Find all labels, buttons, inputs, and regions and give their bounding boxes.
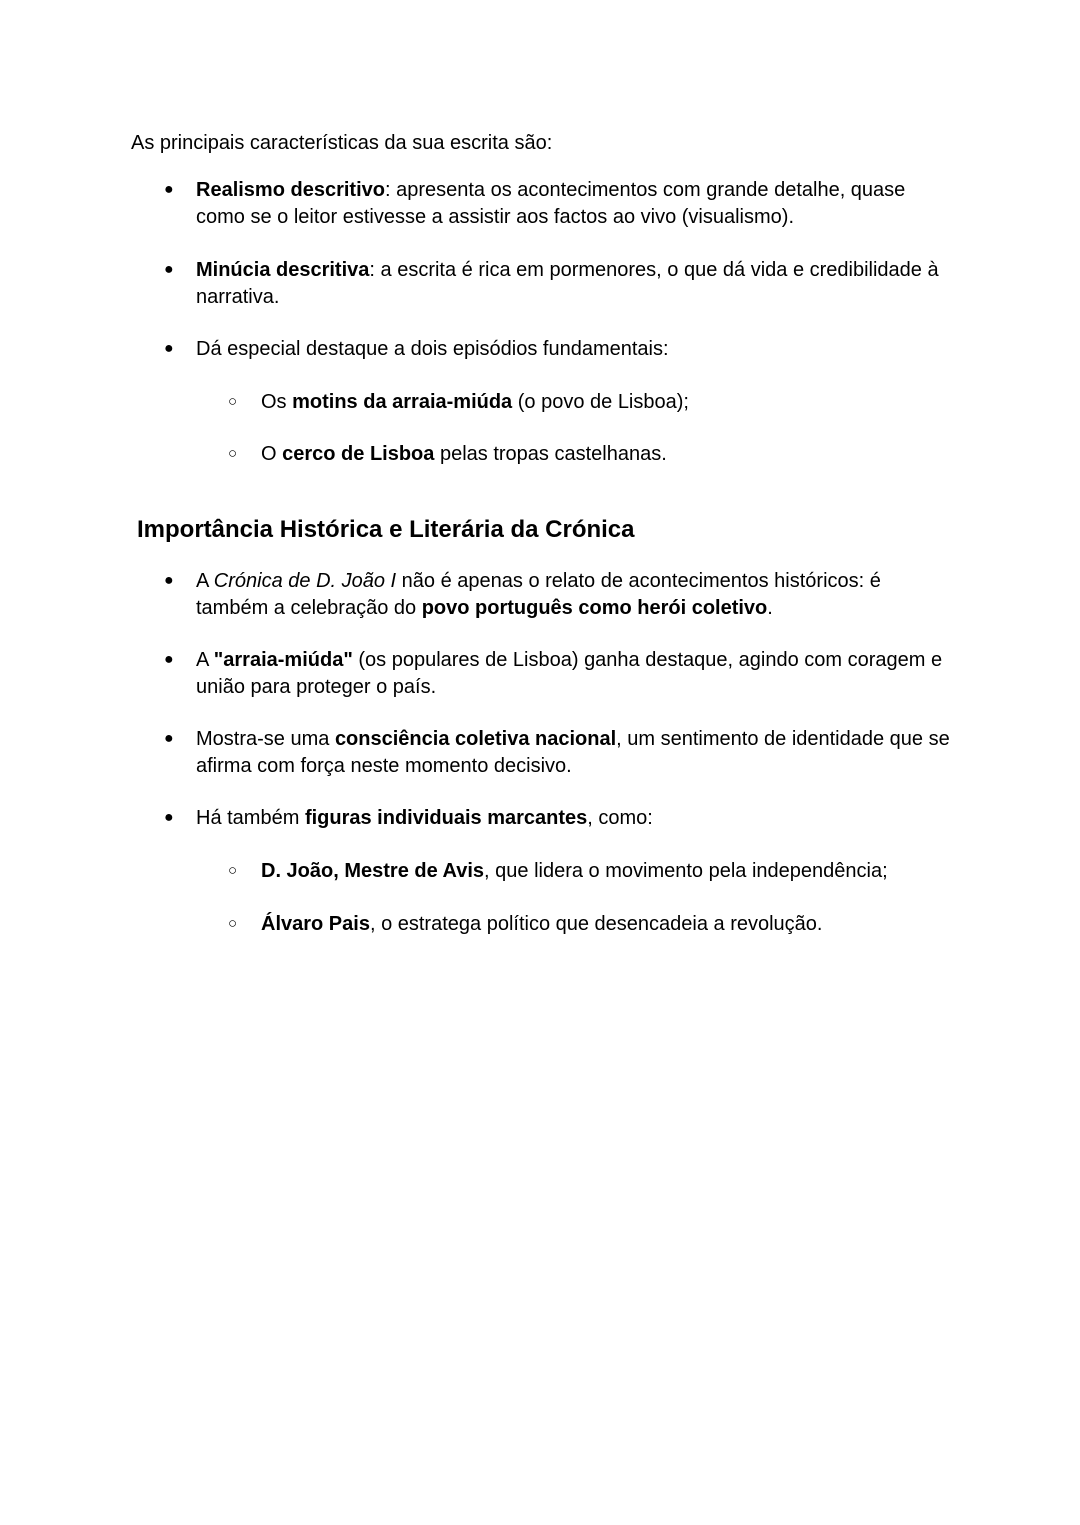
bullet-hollow-icon: ○	[228, 862, 238, 879]
sublist-item-alvaro	[261, 911, 1021, 938]
list-item-consciencia	[196, 726, 956, 779]
bullet-filled-icon: ●	[164, 572, 174, 589]
section-heading: Importância Histórica e Literária da Crónica	[137, 516, 635, 543]
item-text: , um sentimento de identidade que se afirma com força neste momento decisivo.	[196, 728, 950, 777]
item-text: Mostra-se uma	[196, 728, 335, 750]
item-text: .	[767, 596, 773, 619]
item-text: pelas tropas castelhanas.	[434, 443, 667, 465]
item-text: , o estratega político que desencadeia a revolução.	[369, 913, 823, 935]
item-text: A	[196, 570, 214, 592]
item-text: (o povo de Lisboa);	[512, 391, 689, 413]
bullet-hollow-icon: ○	[228, 445, 238, 462]
bullet-filled-icon: ●	[164, 809, 174, 826]
bullet-filled-icon: ●	[164, 730, 174, 747]
sublist-item-joao	[261, 858, 1021, 885]
list-item-destaque	[196, 336, 956, 363]
intro-paragraph: As principais características da sua escrita são:	[131, 132, 553, 154]
item-bold: figuras individuais marcantes	[304, 807, 588, 829]
item-text: (os populares de Lisboa) ganha destaque, agindo com coragem e união para proteger o país.	[196, 649, 943, 698]
bullet-filled-icon: ●	[164, 261, 174, 278]
list-item-arraia	[196, 647, 956, 700]
bullet-filled-icon: ●	[164, 651, 174, 668]
item-bold: "arraia-miúda"	[213, 649, 353, 671]
bullet-filled-icon: ●	[164, 340, 174, 357]
list-item-minucia	[196, 257, 956, 310]
bullet-hollow-icon: ○	[228, 393, 238, 410]
item-bold: povo português como herói coletivo	[421, 596, 768, 619]
list-item-realismo	[196, 177, 956, 230]
sublist-item-motins	[261, 389, 1021, 416]
item-bold: D. João, Mestre de Avis	[261, 860, 485, 882]
item-text: Há também	[196, 807, 305, 829]
item-text: : a escrita é rica em pormenores, o que dá vida e credibilidade à narrativa.	[196, 259, 939, 308]
list-item-figuras	[196, 805, 956, 832]
item-text: : apresenta os acontecimentos com grande detalhe, quase como se o leitor estivesse a assistir aos factos ao vivo (visualismo).	[196, 179, 906, 228]
item-bold: motins da arraia-miúda	[292, 391, 513, 413]
item-text: , que lidera o movimento pela independência;	[484, 860, 888, 882]
item-text: não é apenas o relato de acontecimentos históricos: é também a celebração do	[196, 570, 881, 619]
item-bold: Realismo descritivo	[196, 179, 385, 201]
bullet-hollow-icon: ○	[228, 915, 238, 932]
item-text: O	[261, 443, 283, 465]
item-italic: Crónica de D. João I	[213, 570, 397, 592]
item-text: Os	[261, 391, 293, 413]
list-item-cronica	[196, 568, 956, 621]
sublist-item-cerco	[261, 441, 1021, 468]
item-text: A	[196, 649, 214, 671]
item-text: , como:	[587, 807, 653, 829]
item-text: Dá especial destaque a dois episódios fundamentais:	[196, 338, 669, 360]
item-bold: Minúcia descritiva	[196, 259, 370, 281]
item-bold: Álvaro Pais	[261, 913, 370, 935]
bullet-filled-icon: ●	[164, 181, 174, 198]
item-bold: cerco de Lisboa	[282, 443, 435, 465]
item-bold: consciência coletiva nacional	[334, 728, 617, 750]
